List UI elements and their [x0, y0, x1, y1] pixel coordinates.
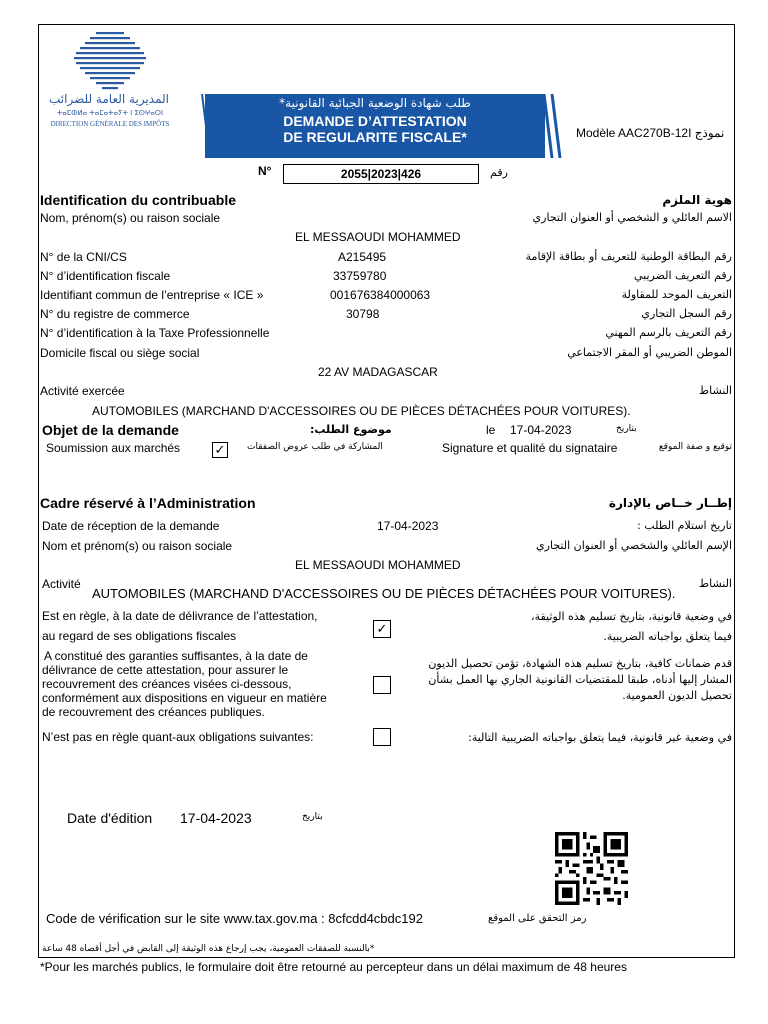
reception-label-arabic: تاريخ استلام الطلب : [637, 519, 732, 532]
identification-title-arabic: هوية الملزم [662, 193, 732, 207]
edition-value: 17-04-2023 [180, 810, 252, 826]
admin-title: Cadre réservé à l’Administration [40, 495, 256, 511]
cni-label-arabic: رقم البطاقة الوطنية للتعريف أو بطاقة الإقامة [525, 250, 732, 263]
admin-name-label: Nom et prénom(s) ou raison sociale [42, 539, 233, 553]
model-code: Modèle AAC270B-12I نموذج [576, 126, 725, 140]
qr-code-icon [555, 832, 628, 905]
logo-tifinagh: ⵜⴰⵎⵀⵍⴰ ⵜⴰⵎⴰⵜⴰⵢⵜ ⵏ ⵉⵙⵖⴰⵔⵏ [56, 109, 164, 117]
number-label-arabic: رقم [490, 166, 508, 179]
garanties-arabic-line1: قدم ضمانات كافية، بتاريخ تسليم هذه الشهادة، تؤمن تحصيل الديون [428, 657, 732, 670]
reception-label: Date de réception de la demande [42, 519, 220, 533]
garanties-arabic-line3: تحصيل الديون العمومية. [622, 689, 732, 702]
footnote-arabic: *بالنسبة للصفقات العمومية، يجب إرجاع هذه الوثيقة إلى القابض في أجل أقصاه 48 ساعة [42, 944, 375, 954]
non-regle-label: N’est pas en règle quant-aux obligations suivantes: [42, 730, 314, 744]
title-arabic: طلب شهادة الوضعية الجبائية القانونية* [279, 96, 471, 110]
activity-label: Activité exercée [40, 384, 125, 398]
dgi-diamond-icon [40, 26, 180, 96]
admin-name-value: EL MESSAOUDI MOHAMMED [295, 558, 461, 572]
banner-right-ribbon [540, 94, 570, 158]
objet-date: 17-04-2023 [510, 423, 572, 437]
name-label: Nom, prénom(s) ou raison sociale [40, 211, 221, 225]
domicile-label: Domicile fiscal ou siège social [40, 346, 200, 360]
title-french-line1: DEMANDE D’ATTESTATION [283, 113, 467, 129]
title-french-line2: DE REGULARITE FISCALE* [283, 129, 467, 145]
garanties-line3: recouvrement des créances visées ci-dessous, [42, 677, 292, 691]
domicile-label-arabic: الموطن الضريبي أو المقر الاجتماعي [567, 346, 732, 359]
garanties-line5: de recouvrement des créances publiques. [42, 705, 265, 719]
tp-label-arabic: رقم التعريف بالرسم المهني [605, 326, 732, 339]
logo-arabic: المديرية العامة للضرائب [49, 92, 169, 106]
soumission-checkbox[interactable]: ✓ [212, 442, 228, 458]
soumission-label: Soumission aux marchés [46, 441, 181, 455]
regle-arabic-line1: في وضعية قانونية، بتاريخ تسليم هذه الوثيقة، [531, 610, 732, 623]
admin-activity-label-arabic: النشاط [698, 577, 732, 590]
if-value: 33759780 [333, 269, 387, 283]
name-label-arabic: الاسم العائلي و الشخصي أو العنوان التجاري [532, 211, 732, 224]
objet-title-arabic: موضوع الطلب: [310, 423, 392, 436]
rc-value: 30798 [346, 307, 380, 321]
rc-label-arabic: رقم السجل التجاري [641, 307, 732, 320]
regle-checkbox[interactable]: ✓ [373, 620, 391, 638]
ice-label: Identifiant commun de l’entreprise « ICE » [40, 288, 264, 302]
verification-label-arabic: رمز التحقق على الموقع [488, 913, 587, 924]
if-label: N° d’identification fiscale [40, 269, 171, 283]
garanties-line2: délivrance de cette attestation, pour assurer le [42, 663, 289, 677]
tp-label: N° d’identification à la Taxe Professionnelle [40, 326, 270, 340]
logo-french: DIRECTION GÉNÉRALE DES IMPÔTS [50, 120, 170, 128]
edition-label: Date d'édition [67, 810, 153, 826]
if-label-arabic: رقم التعريف الضريبي [633, 269, 732, 282]
objet-date-arabic: بتاريخ [616, 424, 637, 434]
title-banner [205, 94, 545, 158]
signature-label-arabic: توقيع و صفة الموقع [658, 442, 732, 452]
name-value: EL MESSAOUDI MOHAMMED [295, 230, 461, 244]
activity-label-arabic: النشاط [698, 384, 732, 397]
soumission-label-arabic: المشاركة في طلب عروض الصفقات [247, 442, 383, 452]
rc-label: N° du registre de commerce [40, 307, 190, 321]
regle-line1: Est en règle, à la date de délivrance de l’attestation, [42, 609, 318, 623]
regle-line2: au regard de ses obligations fiscales [42, 629, 237, 643]
regle-arabic-line2: فيما يتعلق بواجباته الضريبية. [603, 630, 732, 643]
dgi-logo [40, 26, 180, 131]
activity-value: AUTOMOBILES (MARCHAND D'ACCESSOIRES OU DE PIÈCES DÉTACHÉES POUR VOITURES). [92, 404, 631, 418]
edition-label-arabic: بتاريخ [302, 812, 323, 822]
non-regle-checkbox[interactable] [373, 728, 391, 746]
footnote-french: *Pour les marchés publics, le formulaire doit être retourné au percepteur dans un délai maximum de 48 heures [40, 960, 627, 974]
garanties-arabic-line2: المشار إليها أدناه، طبقا للمقتضيات القانونية الجاري بها العمل بشأن [428, 673, 732, 686]
request-number: 2055|2023|426 [283, 164, 479, 184]
cni-value: A215495 [338, 250, 387, 264]
reception-value: 17-04-2023 [377, 519, 439, 533]
non-regle-label-arabic: في وضعية غير قانونية، فيما يتعلق بواجباته الضريبية التالية: [468, 731, 732, 744]
objet-le: le [486, 423, 496, 437]
signature-label: Signature et qualité du signataire [442, 441, 618, 455]
verification-code: Code de vérification sur le site www.tax.gov.ma : 8cfcdd4cbdc192 [46, 911, 423, 926]
garanties-line1: A constitué des garanties suffisantes, à la date de [44, 649, 308, 663]
domicile-value: 22 AV MADAGASCAR [318, 365, 438, 379]
admin-title-arabic: إطــار خــاص بالإدارة [608, 496, 732, 510]
identification-title: Identification du contribuable [40, 192, 236, 208]
admin-activity-label: Activité [42, 577, 81, 591]
objet-title: Objet de la demande [42, 422, 179, 438]
banner-left-ribbon [200, 94, 212, 158]
garanties-line4: conformément aux dispositions en vigueur en matière [42, 691, 327, 705]
ice-label-arabic: التعريف الموحد للمقاولة [621, 288, 732, 301]
number-label: N° [258, 164, 272, 178]
cni-label: N° de la CNI/CS [40, 250, 127, 264]
admin-name-label-arabic: الإسم العائلي والشخصي أو العنوان التجاري [536, 539, 732, 552]
admin-activity-value: AUTOMOBILES (MARCHAND D'ACCESSOIRES OU DE PIÈCES DÉTACHÉES POUR VOITURES). [92, 586, 676, 601]
garanties-checkbox[interactable] [373, 676, 391, 694]
ice-value: 001676384000063 [330, 288, 431, 302]
